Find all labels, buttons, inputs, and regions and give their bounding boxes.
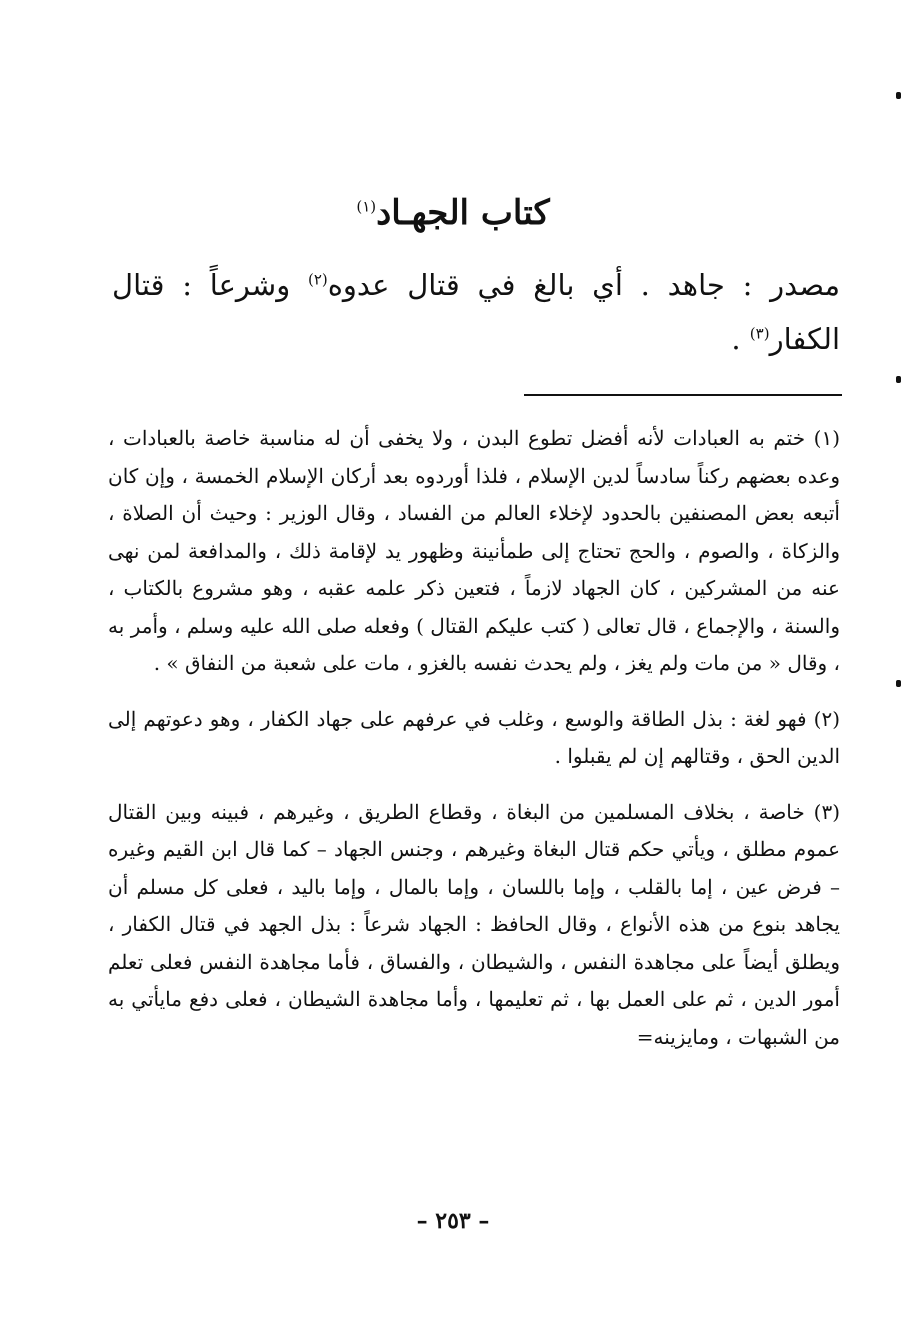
footnote-1 [108,420,840,683]
main-text-part3: . [731,322,750,356]
chapter-title [0,188,906,238]
margin-mark-top [896,92,901,99]
footnote-number: (٣) [813,799,840,824]
footnotes [108,420,840,1074]
footnote-number: (٢) [813,706,840,731]
margin-mark-middle [896,376,901,383]
footnote-3 [108,794,840,1057]
chapter-title-text: كتاب الجهـاد [376,193,550,233]
footnote-text: خاصة ، بخلاف المسلمين من البغاة ، وقطاع الطريق ، وغيرهم ، فبينه وبين القتال عموم مطلق ، ويأتي حكم قتال البغاة وغيرهم ، وجنس الجهاد – كما قال ابن القيم وغيره – فرض عين ، إما بالقلب ، وإما باللسان ، وإما بالمال ، وإما باليد ، فعلى كل مسلم أن يجاهد بنوع من هذه الأنواع ، وقال الحافظ : الجهاد شرعاً : بذل الجهد في قتال الكفار ، ويطلق أيضاً على مجاهدة النفس ، والشيطان ، والفساق ، فأما مجاهدة النفس فعلى تعلم أمور الدين ، ثم على العمل بها ، ثم تعليمها ، وأما مجاهدة الشيطان ، فعلى دفع مايأتي به من الشبهات ، ومايزينه= [108,799,841,1049]
footnote-number: (١) [813,426,840,450]
main-text-part1: مصدر : جاهد . أي بالغ في قتال عدوه [327,268,841,302]
margin-mark-lower [896,680,901,687]
main-footnote-ref-2: (٢) [307,270,328,289]
main-text-part2: وشرعاً : قتال الكفار [112,268,840,356]
footnote-text: فهو لغة : بذل الطاقة والوسع ، وغلب في عرفهم على جهاد الكفار ، وهو دعوتهم إلى الدين الحق ، وقتالهم إن لم يقبلوا . [108,706,840,768]
main-text [112,258,840,366]
page-number: – ٢٥٣ – [416,1208,490,1234]
footnote-text: ختم به العبادات لأنه أفضل تطوع البدن ، ولا يخفى أن له مناسبة خاصة بالعبادات ، وعده بعضهم ركناً سادساً لدين الإسلام ، فلذا أوردوه بعد أركان الإسلام الخمسة ، وإن كان أتبعه بعض المصنفين بالحدود لإخلاء العالم من الفساد ، وقال الوزير : وحيث أن الصلاة ، والزكاة ، والصوم ، والحج تحتاج إلى طمأنينة وظهور يد لإقامة ذلك ، والمدافعة لمن نهى عنه من المشركين ، كان الجهاد لازماً ، فتعين ذكر علمه عقبه ، وهو مشروع بالكتاب ، والسنة ، والإجماع ، قال تعالى ( كتب عليكم القتال ) وفعله صلى الله عليه وسلم ، وأمر به ، وقال « من مات ولم يغز ، ولم يحدث نفسه بالغزو ، مات على شعبة من النفاق » . [108,426,841,675]
footnote-divider [524,394,842,396]
main-footnote-ref-3: (٣) [749,324,770,343]
footnote-2 [108,701,840,776]
title-footnote-ref: (١) [356,197,377,216]
